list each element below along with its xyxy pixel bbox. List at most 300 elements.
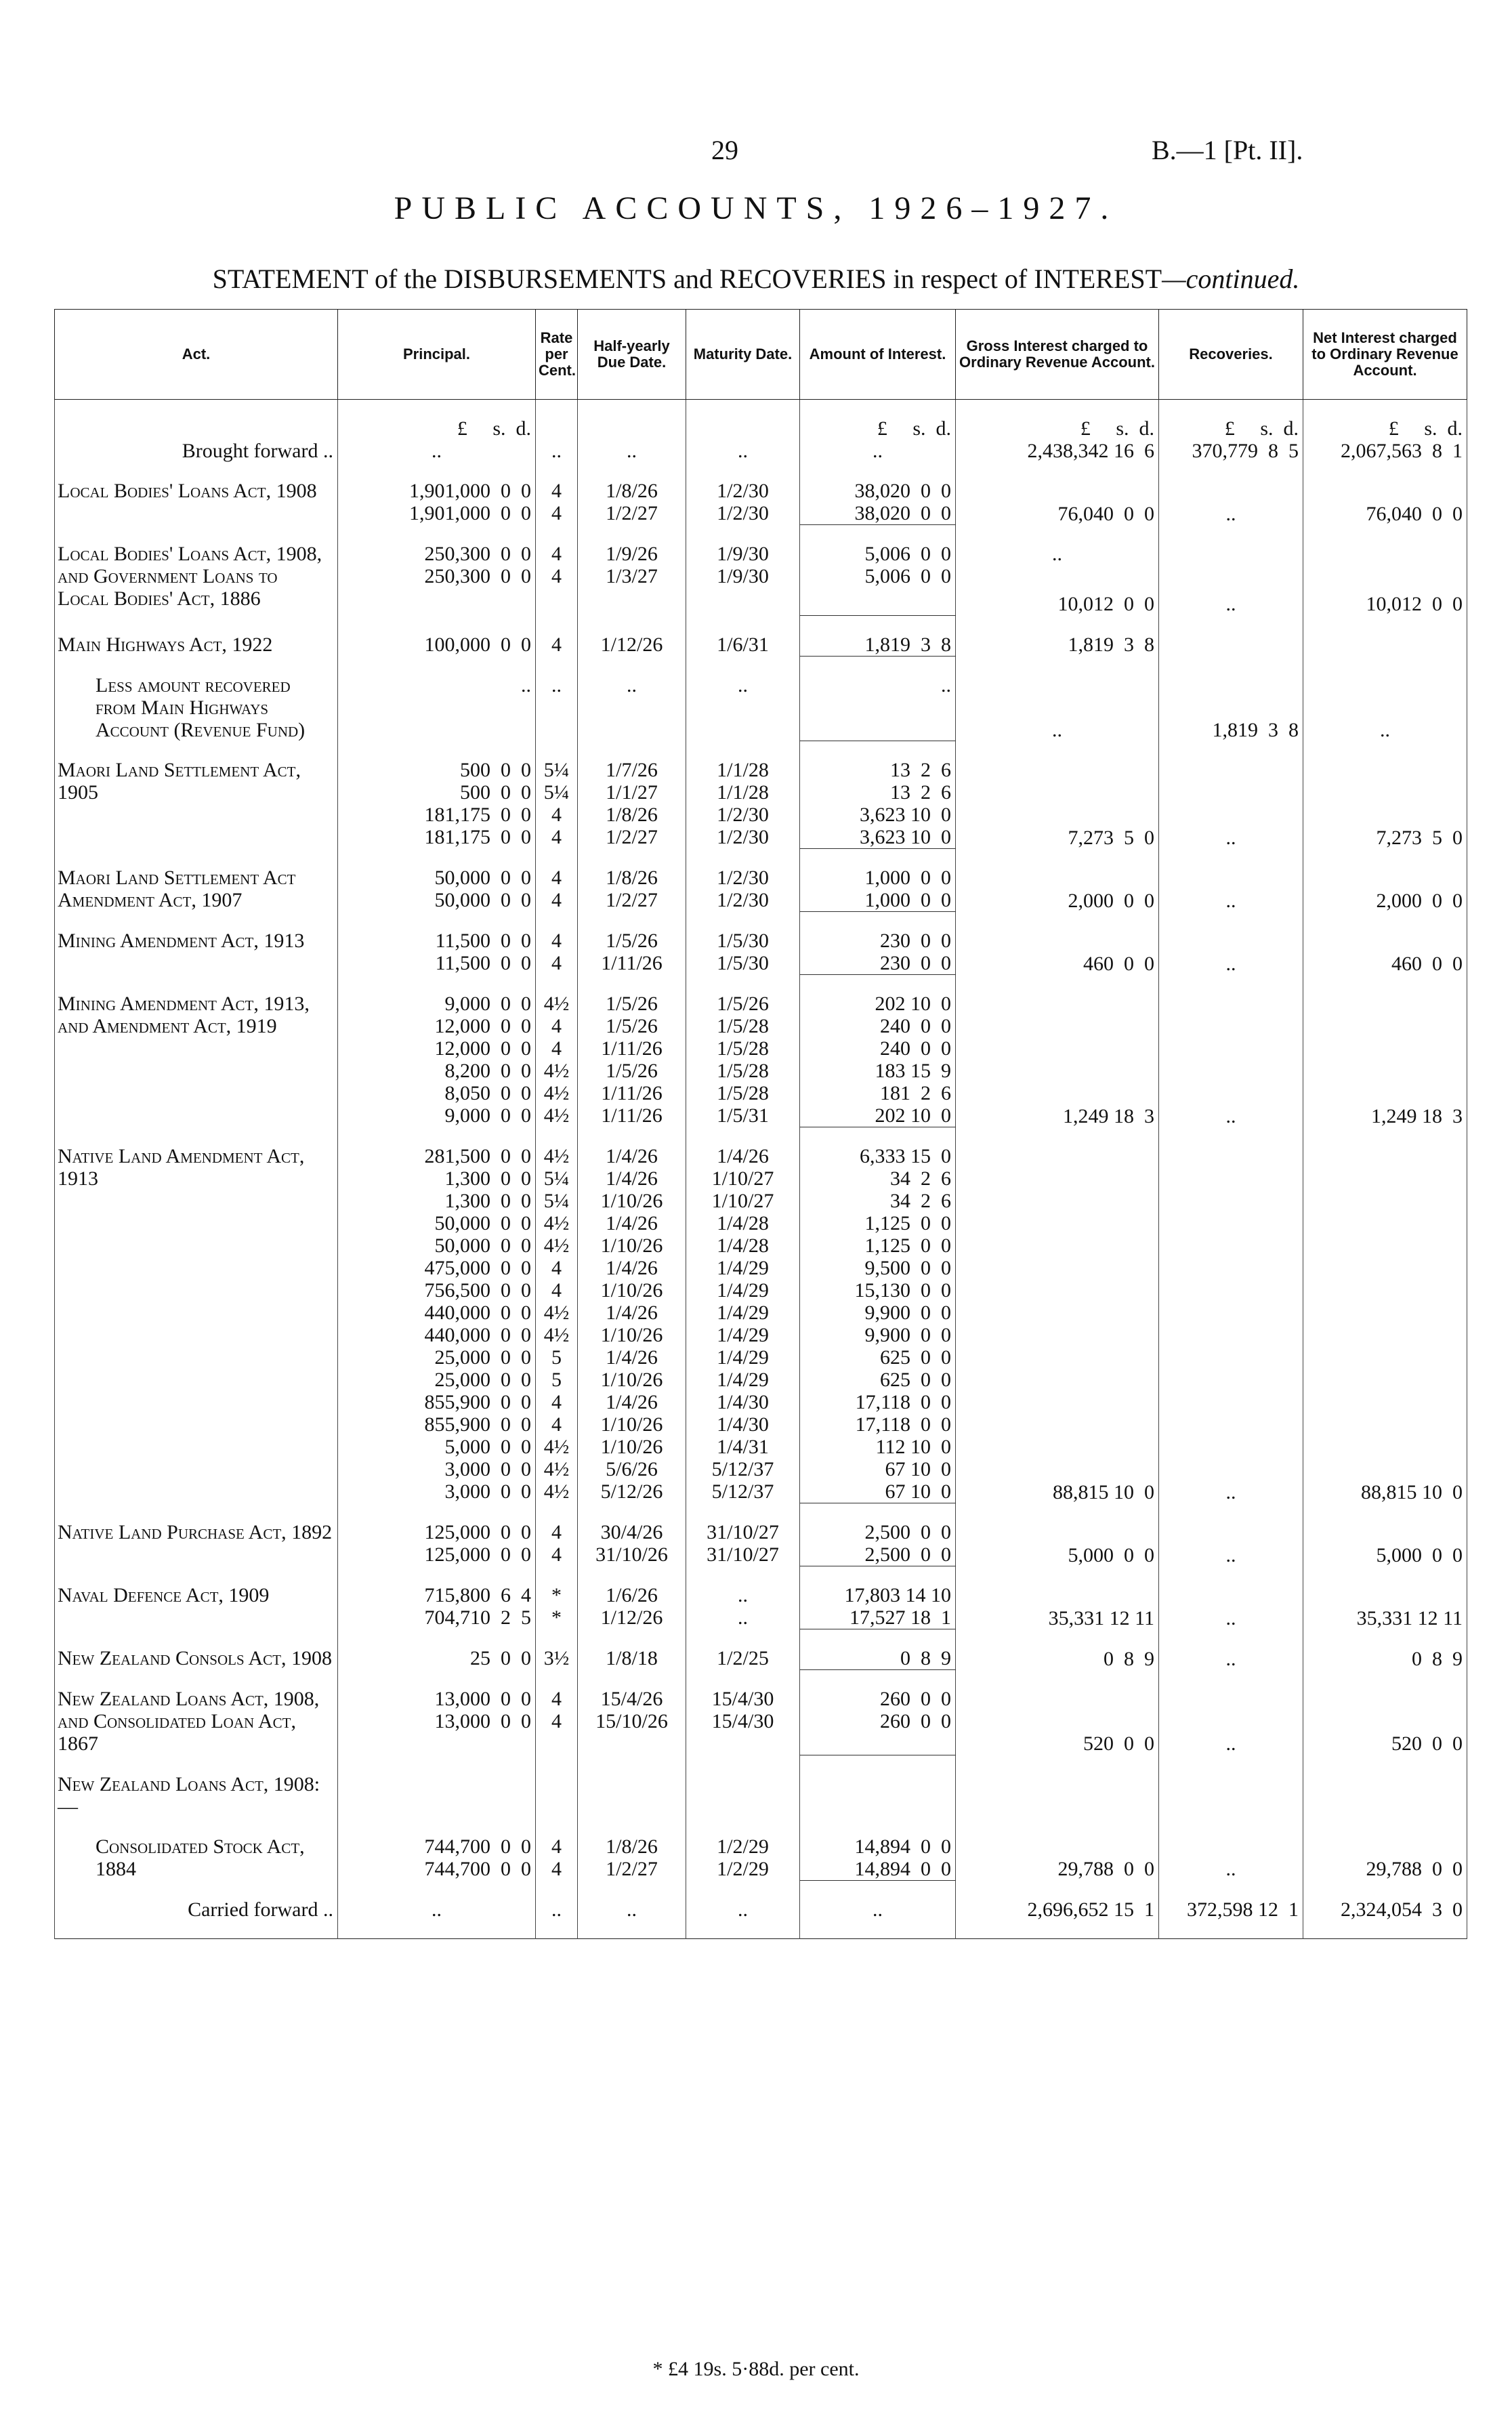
act-name: Native Land Purchase Act, 1892 xyxy=(55,1521,338,1566)
act-name: Less amount recovered from Main Highways Account (Revenue Fund) xyxy=(55,674,338,741)
interest-amount: 240 0 0 xyxy=(880,1015,951,1037)
maturity-date: 1/2/30 xyxy=(717,480,769,502)
maturity-date: 1/4/29 xyxy=(717,1324,769,1346)
principal: 50,000 0 0 xyxy=(434,889,531,911)
maturity-date: 1/2/30 xyxy=(717,502,769,524)
maturity-date: 1/4/29 xyxy=(717,1302,769,1324)
principal: 9,000 0 0 xyxy=(444,993,531,1015)
unit-principal: £ s. d. xyxy=(338,417,536,440)
half-yearly-date: 1/11/26 xyxy=(601,1037,663,1060)
act-name: New Zealand Loans Act, 1908, and Consolidated Loan Act, 1867 xyxy=(55,1688,338,1755)
interest-amount: 202 10 0 xyxy=(875,1104,951,1127)
principal: 704,710 2 5 xyxy=(424,1606,531,1629)
half-yearly-date: 1/5/26 xyxy=(606,930,658,952)
cf-half: .. xyxy=(578,1898,686,1921)
bf-half: .. xyxy=(578,440,686,462)
maturity-date: 1/2/29 xyxy=(717,1835,769,1858)
rate: 4 xyxy=(551,1688,562,1710)
col-recoveries: Recoveries. xyxy=(1159,310,1303,400)
interest-amount: 17,527 18 1 xyxy=(849,1606,951,1629)
half-yearly-date: 1/4/26 xyxy=(606,1257,658,1279)
rate: 4½ xyxy=(543,993,570,1015)
half-yearly-date: 1/1/27 xyxy=(606,781,658,804)
rate: * xyxy=(551,1584,562,1606)
unit-amount: £ s. d. xyxy=(800,417,956,440)
recoveries-amount: .. xyxy=(1225,889,1236,912)
rate: 4 xyxy=(551,1835,562,1858)
gross-interest: 35,331 12 11 xyxy=(1048,1606,1154,1629)
half-yearly-date: 1/10/26 xyxy=(600,1234,663,1257)
cf-maturity: .. xyxy=(686,1898,800,1921)
act-group-row xyxy=(55,543,1467,615)
gross-interest: 10,012 0 0 xyxy=(1057,593,1154,615)
recoveries-amount: .. xyxy=(1225,826,1236,849)
rate: * xyxy=(551,1606,562,1629)
interest-amount: 9,500 0 0 xyxy=(864,1257,951,1279)
principal: 9,000 0 0 xyxy=(444,1104,531,1127)
half-yearly-date: 5/12/26 xyxy=(600,1480,663,1503)
half-yearly-date: 31/10/26 xyxy=(595,1543,668,1566)
rate: 4 xyxy=(551,1521,562,1543)
maturity-date: 1/4/26 xyxy=(717,1145,769,1167)
half-yearly-date: 1/11/26 xyxy=(601,952,663,974)
recoveries-amount: .. xyxy=(1225,1732,1236,1755)
act-name: Mining Amendment Act, 1913, and Amendment Act, 1919 xyxy=(55,993,338,1127)
rate: 4 xyxy=(551,1857,562,1880)
maturity-date: 1/2/30 xyxy=(717,867,769,889)
half-yearly-date: 1/4/26 xyxy=(606,1145,658,1167)
maturity-date: 1/4/29 xyxy=(717,1369,769,1391)
principal: 1,300 0 0 xyxy=(444,1190,531,1212)
rate: 4 xyxy=(551,867,562,889)
principal: 5,000 0 0 xyxy=(444,1436,531,1458)
maturity-date: 1/5/28 xyxy=(717,1037,769,1060)
recoveries-amount: .. xyxy=(1225,502,1236,525)
principal: 25 0 0 xyxy=(470,1647,531,1669)
bf-gross: 2,438,342 16 6 xyxy=(956,440,1159,462)
principal: 12,000 0 0 xyxy=(434,1015,531,1037)
act-group-row xyxy=(55,1773,1467,1818)
interest-amount: 0 8 9 xyxy=(900,1647,951,1669)
half-yearly-date: 1/10/26 xyxy=(600,1279,663,1302)
half-yearly-date: 1/4/26 xyxy=(606,1167,658,1190)
gross-interest: 7,273 5 0 xyxy=(1068,826,1154,849)
recoveries-amount: .. xyxy=(1225,1543,1236,1566)
act-group-row xyxy=(55,1835,1467,1881)
act-group-row xyxy=(55,1647,1467,1670)
principal: 1,901,000 0 0 xyxy=(409,480,531,502)
maturity-date: 1/2/30 xyxy=(717,826,769,848)
bf-principal: .. xyxy=(338,440,536,462)
principal: 12,000 0 0 xyxy=(434,1037,531,1060)
half-yearly-date: 1/5/26 xyxy=(606,993,658,1015)
rate: 4 xyxy=(551,1279,562,1302)
rate: 5¼ xyxy=(543,781,570,804)
rate: 4½ xyxy=(543,1324,570,1346)
act-name: New Zealand Consols Act, 1908 xyxy=(55,1647,338,1670)
rate: 5¼ xyxy=(543,1167,570,1190)
maturity-date: 1/5/28 xyxy=(717,1060,769,1082)
maturity-date: 1/9/30 xyxy=(717,543,769,565)
principal: 50,000 0 0 xyxy=(434,867,531,889)
gross-interest: 2,000 0 0 xyxy=(1068,889,1154,912)
maturity-date: 1/4/30 xyxy=(717,1413,769,1436)
half-yearly-date: 1/7/26 xyxy=(606,759,658,781)
principal: 181,175 0 0 xyxy=(424,826,531,848)
interest-amount: 13 2 6 xyxy=(890,759,951,781)
principal: 855,900 0 0 xyxy=(424,1391,531,1413)
act-group-row xyxy=(55,1688,1467,1755)
half-yearly-date: 1/10/26 xyxy=(600,1369,663,1391)
net-interest: 7,273 5 0 xyxy=(1376,826,1463,849)
principal: 181,175 0 0 xyxy=(424,804,531,826)
rate: .. xyxy=(551,673,562,696)
half-yearly-date: 1/4/26 xyxy=(606,1346,658,1369)
maturity-date: .. xyxy=(738,1606,748,1629)
net-interest: 29,788 0 0 xyxy=(1366,1858,1463,1880)
rate: 4 xyxy=(551,804,562,826)
half-yearly-date: 1/11/26 xyxy=(601,1082,663,1104)
interest-amount: 1,000 0 0 xyxy=(864,867,951,889)
recoveries-amount: .. xyxy=(1225,1647,1236,1670)
interest-amount: 1,125 0 0 xyxy=(864,1212,951,1234)
gross-interest: 1,819 3 8 xyxy=(1068,633,1154,656)
act-name: Maori Land Settlement Act Amendment Act, 1907 xyxy=(55,867,338,912)
rate: 4½ xyxy=(543,1145,570,1167)
half-yearly-date: 1/10/26 xyxy=(600,1324,663,1346)
interest-amount: 34 2 6 xyxy=(890,1190,951,1212)
interest-amount: .. xyxy=(941,673,951,696)
col-rate: Rate per Cent. xyxy=(536,310,578,400)
act-group-row xyxy=(55,633,1467,657)
recoveries-amount: .. xyxy=(1225,1606,1236,1629)
act-group-row xyxy=(55,993,1467,1127)
col-maturity: Maturity Date. xyxy=(686,310,800,400)
interest-amount: 13 2 6 xyxy=(890,781,951,804)
carried-forward-label: Carried forward .. xyxy=(55,1898,338,1921)
interest-amount: 17,803 14 10 xyxy=(844,1584,951,1606)
maturity-date: 1/4/29 xyxy=(717,1257,769,1279)
rate: 4 xyxy=(551,1391,562,1413)
net-interest: 88,815 10 0 xyxy=(1361,1480,1463,1503)
half-yearly-date: 1/8/26 xyxy=(606,480,658,502)
half-yearly-date: 15/10/26 xyxy=(595,1710,668,1732)
rate: 4 xyxy=(551,1543,562,1566)
col-principal: Principal. xyxy=(338,310,536,400)
act-name: Maori Land Settlement Act, 1905 xyxy=(55,759,338,849)
bf-rate: .. xyxy=(536,440,578,462)
half-yearly-date: 1/8/26 xyxy=(606,867,658,889)
half-yearly-date: .. xyxy=(627,673,637,696)
gross-interest: 76,040 0 0 xyxy=(1057,502,1154,525)
half-yearly-date: 1/10/26 xyxy=(600,1190,663,1212)
maturity-date: 5/12/37 xyxy=(711,1458,774,1480)
net-interest: 1,249 18 3 xyxy=(1371,1104,1463,1127)
interest-amount: 112 10 0 xyxy=(875,1436,951,1458)
rate: 4 xyxy=(551,543,562,565)
rate: 5¼ xyxy=(543,759,570,781)
gross-interest: 520 0 0 xyxy=(1083,1732,1154,1755)
interest-amount: 230 0 0 xyxy=(880,952,951,974)
maturity-date: 5/12/37 xyxy=(711,1480,774,1503)
interest-amount: 5,006 0 0 xyxy=(864,543,951,565)
rate: 4½ xyxy=(543,1458,570,1480)
unit-net: £ s. d. xyxy=(1303,417,1467,440)
maturity-date: 1/4/31 xyxy=(717,1436,769,1458)
net-interest: 76,040 0 0 xyxy=(1366,502,1463,525)
col-act: Act. xyxy=(55,310,338,400)
brought-forward-row xyxy=(55,440,1467,462)
gross-interest: 460 0 0 xyxy=(1083,952,1154,975)
interest-amount: 5,006 0 0 xyxy=(864,565,951,587)
half-yearly-date: 1/8/26 xyxy=(606,1835,658,1858)
rate: 4 xyxy=(551,480,562,502)
interest-amount: 625 0 0 xyxy=(880,1346,951,1369)
half-yearly-date: 1/12/26 xyxy=(600,633,663,656)
cf-rate: .. xyxy=(536,1898,578,1921)
principal: 1,300 0 0 xyxy=(444,1167,531,1190)
net-interest: 10,012 0 0 xyxy=(1366,593,1463,615)
recoveries-amount: .. xyxy=(1225,1104,1236,1127)
half-yearly-date: 1/2/27 xyxy=(606,502,658,524)
header-row xyxy=(55,310,1467,400)
interest-amount: 1,125 0 0 xyxy=(864,1234,951,1257)
half-yearly-date: 1/2/27 xyxy=(606,1857,658,1880)
act-group-row xyxy=(55,930,1467,975)
act-name: Native Land Amendment Act, 1913 xyxy=(55,1145,338,1503)
rate: 4½ xyxy=(543,1104,570,1127)
bf-net: 2,067,563 8 1 xyxy=(1303,440,1467,462)
cf-principal: .. xyxy=(338,1898,536,1921)
rate: 4½ xyxy=(543,1302,570,1324)
gross-interest: 5,000 0 0 xyxy=(1068,1543,1154,1566)
interest-amount: 67 10 0 xyxy=(885,1480,951,1503)
rate: 4 xyxy=(551,826,562,848)
act-group-row xyxy=(55,480,1467,525)
interest-amount: 14,894 0 0 xyxy=(854,1835,951,1858)
rate: 4½ xyxy=(543,1060,570,1082)
principal: 13,000 0 0 xyxy=(434,1688,531,1710)
half-yearly-date: 1/10/26 xyxy=(600,1413,663,1436)
gross-interest: 1,249 18 3 xyxy=(1063,1104,1154,1127)
statement-heading xyxy=(0,263,1512,295)
recoveries-amount: .. xyxy=(1225,593,1236,615)
interest-amount: 17,118 0 0 xyxy=(855,1391,951,1413)
half-yearly-date: 15/4/26 xyxy=(600,1688,663,1710)
principal: 744,700 0 0 xyxy=(424,1857,531,1880)
act-name: Mining Amendment Act, 1913 xyxy=(55,930,338,975)
principal: 25,000 0 0 xyxy=(434,1346,531,1369)
interest-amount: 9,900 0 0 xyxy=(864,1324,951,1346)
unit-recoveries: £ s. d. xyxy=(1159,417,1303,440)
half-yearly-date: 5/6/26 xyxy=(606,1458,658,1480)
act-name: Local Bodies' Loans Act, 1908 xyxy=(55,480,338,525)
half-yearly-date: 1/3/27 xyxy=(606,565,658,587)
half-yearly-date: 1/12/26 xyxy=(600,1606,663,1629)
maturity-date: 1/2/25 xyxy=(717,1647,769,1669)
rate: 4½ xyxy=(543,1234,570,1257)
maturity-date: 15/4/30 xyxy=(711,1688,774,1710)
rate: 5 xyxy=(551,1369,562,1391)
act-name: Local Bodies' Loans Act, 1908, and Government Loans to Local Bodies' Act, 1886 xyxy=(55,543,338,615)
interest-amount: 2,500 0 0 xyxy=(864,1543,951,1566)
principal: 3,000 0 0 xyxy=(444,1458,531,1480)
principal: 281,500 0 0 xyxy=(424,1145,531,1167)
maturity-date: 15/4/30 xyxy=(711,1710,774,1732)
recoveries-amount: .. xyxy=(1225,1480,1236,1503)
cf-amount: .. xyxy=(800,1898,956,1921)
cf-net: 2,324,054 3 0 xyxy=(1303,1898,1467,1921)
principal: 25,000 0 0 xyxy=(434,1369,531,1391)
rate: 4½ xyxy=(543,1436,570,1458)
rate: 4 xyxy=(551,1257,562,1279)
principal: 756,500 0 0 xyxy=(424,1279,531,1302)
act-group-row xyxy=(55,674,1467,741)
principal: 500 0 0 xyxy=(460,759,531,781)
rate: 4½ xyxy=(543,1082,570,1104)
maturity-date: 31/10/27 xyxy=(707,1543,779,1566)
principal: 3,000 0 0 xyxy=(444,1480,531,1503)
act-name: Consolidated Stock Act, 1884 xyxy=(55,1835,338,1881)
maturity-date: 1/5/26 xyxy=(717,993,769,1015)
principal: 744,700 0 0 xyxy=(424,1835,531,1858)
gross-interest: 0 8 9 xyxy=(1104,1647,1154,1670)
principal: 50,000 0 0 xyxy=(434,1212,531,1234)
recoveries-amount: 1,819 3 8 xyxy=(1212,718,1299,741)
carried-forward-row xyxy=(55,1898,1467,1921)
maturity-date: 1/5/28 xyxy=(717,1015,769,1037)
brought-forward-label: Brought forward .. xyxy=(55,440,338,462)
rate: 4½ xyxy=(543,1480,570,1503)
recoveries-amount: .. xyxy=(1225,952,1236,975)
rate: 4 xyxy=(551,565,562,587)
interest-amount: 38,020 0 0 xyxy=(854,502,951,524)
maturity-date: 1/2/30 xyxy=(717,804,769,826)
act-group-row xyxy=(55,759,1467,849)
interest-amount: 202 10 0 xyxy=(875,993,951,1015)
interest-amount: 67 10 0 xyxy=(885,1458,951,1480)
half-yearly-date: 1/2/27 xyxy=(606,826,658,848)
half-yearly-date: 1/4/26 xyxy=(606,1302,658,1324)
rate: 4 xyxy=(551,1015,562,1037)
half-yearly-date: 1/6/26 xyxy=(606,1584,658,1606)
recoveries-amount: .. xyxy=(1225,1858,1236,1880)
principal: 250,300 0 0 xyxy=(424,543,531,565)
maturity-date: 1/4/29 xyxy=(717,1279,769,1302)
col-net: Net Interest charged to Ordinary Revenue Account. xyxy=(1303,310,1467,400)
rate: 4 xyxy=(551,930,562,952)
principal: 500 0 0 xyxy=(460,781,531,804)
principal: 11,500 0 0 xyxy=(435,930,531,952)
maturity-date: .. xyxy=(738,673,748,696)
maturity-date: 1/4/29 xyxy=(717,1346,769,1369)
principal: 475,000 0 0 xyxy=(424,1257,531,1279)
interest-amount: 34 2 6 xyxy=(890,1167,951,1190)
maturity-date: 1/1/28 xyxy=(717,759,769,781)
rate: 4½ xyxy=(543,1212,570,1234)
maturity-date: 1/6/31 xyxy=(717,633,769,656)
interest-amount: 240 0 0 xyxy=(880,1037,951,1060)
maturity-date: 1/5/30 xyxy=(717,930,769,952)
half-yearly-date: 1/4/26 xyxy=(606,1212,658,1234)
maturity-date: 1/1/28 xyxy=(717,781,769,804)
interest-amount: 183 15 9 xyxy=(875,1060,951,1082)
principal: 13,000 0 0 xyxy=(434,1710,531,1732)
interest-amount: 14,894 0 0 xyxy=(854,1857,951,1880)
maturity-date: 31/10/27 xyxy=(707,1521,779,1543)
maturity-date: 1/4/30 xyxy=(717,1391,769,1413)
half-yearly-date: 1/2/27 xyxy=(606,889,658,911)
net-interest: 460 0 0 xyxy=(1391,952,1463,975)
col-amount: Amount of Interest. xyxy=(800,310,956,400)
half-yearly-date: 1/5/26 xyxy=(606,1060,658,1082)
act-group-row xyxy=(55,1145,1467,1503)
maturity-date: 1/2/30 xyxy=(717,889,769,911)
rate: 5 xyxy=(551,1346,562,1369)
gross-interest-placeholder: .. xyxy=(1052,543,1062,565)
statement-main: STATEMENT of the DISBURSEMENTS and RECOVERIES in respect of INTEREST xyxy=(212,264,1162,294)
principal: 125,000 0 0 xyxy=(424,1521,531,1543)
principal: 50,000 0 0 xyxy=(434,1234,531,1257)
maturity-date: 1/2/29 xyxy=(717,1857,769,1880)
rate: 4 xyxy=(551,1037,562,1060)
interest-amount: 15,130 0 0 xyxy=(854,1279,951,1302)
principal: 8,200 0 0 xyxy=(444,1060,531,1082)
bf-amount: .. xyxy=(800,440,956,462)
principal: 125,000 0 0 xyxy=(424,1543,531,1566)
half-yearly-date: 1/9/26 xyxy=(606,543,658,565)
net-interest: .. xyxy=(1380,718,1390,741)
principal: 715,800 6 4 xyxy=(424,1584,531,1606)
principal: 250,300 0 0 xyxy=(424,565,531,587)
interest-amount: 230 0 0 xyxy=(880,930,951,952)
page-number: 29 xyxy=(711,135,738,165)
net-interest: 5,000 0 0 xyxy=(1376,1543,1463,1566)
half-yearly-date: 1/8/26 xyxy=(606,804,658,826)
principal: 8,050 0 0 xyxy=(444,1082,531,1104)
principal: 440,000 0 0 xyxy=(424,1324,531,1346)
act-name: Naval Defence Act, 1909 xyxy=(55,1584,338,1629)
principal: 100,000 0 0 xyxy=(424,633,531,656)
act-name: New Zealand Loans Act, 1908:— xyxy=(55,1773,338,1818)
col-gross: Gross Interest charged to Ordinary Revenue Account. xyxy=(956,310,1159,400)
net-interest: 0 8 9 xyxy=(1412,1647,1463,1670)
unit-gross: £ s. d. xyxy=(956,417,1159,440)
interest-amount: 3,623 10 0 xyxy=(860,826,951,848)
half-yearly-date: 1/8/18 xyxy=(606,1647,658,1669)
interest-amount: 1,000 0 0 xyxy=(864,889,951,911)
half-yearly-date: 30/4/26 xyxy=(600,1521,663,1543)
interest-amount: 2,500 0 0 xyxy=(864,1521,951,1543)
rate: 3½ xyxy=(543,1647,570,1669)
footnote: * £4 19s. 5·88d. per cent. xyxy=(652,2358,860,2380)
interest-amount: 17,118 0 0 xyxy=(855,1413,951,1436)
page-title: PUBLIC ACCOUNTS, 1926–1927. xyxy=(394,190,1118,226)
col-half-yearly: Half-yearly Due Date. xyxy=(578,310,686,400)
half-yearly-date: 1/4/26 xyxy=(606,1391,658,1413)
maturity-date: .. xyxy=(738,1584,748,1606)
net-interest: 35,331 12 11 xyxy=(1356,1606,1463,1629)
interest-amount: 181 2 6 xyxy=(880,1082,951,1104)
interest-amount: 38,020 0 0 xyxy=(854,480,951,502)
interest-amount: 1,819 3 8 xyxy=(864,633,951,656)
rate: 5¼ xyxy=(543,1190,570,1212)
cf-recoveries: 372,598 12 1 xyxy=(1159,1898,1303,1921)
rate: 4 xyxy=(551,1413,562,1436)
principal: 855,900 0 0 xyxy=(424,1413,531,1436)
gross-interest: .. xyxy=(1052,718,1062,741)
rate: 4 xyxy=(551,1710,562,1732)
